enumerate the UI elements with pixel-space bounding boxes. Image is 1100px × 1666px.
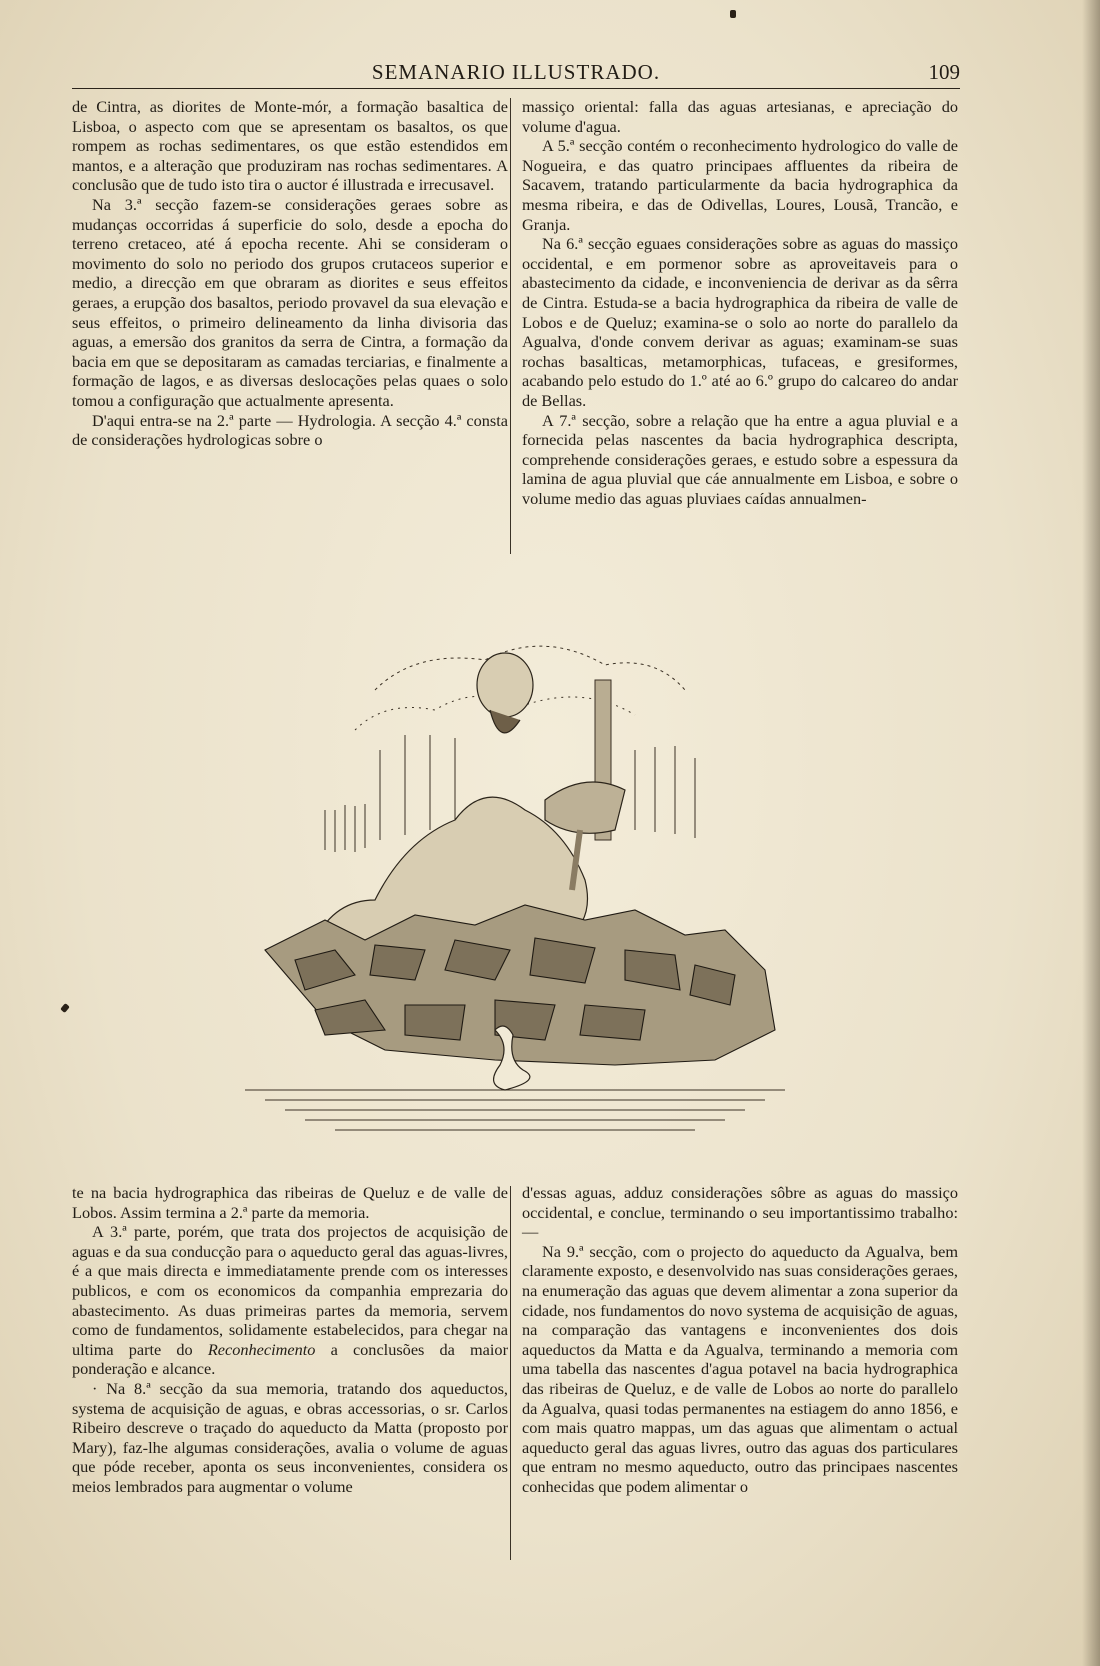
page-number: 109 (928, 60, 960, 84)
paragraph: de Cintra, as diorites de Monte-mór, a formação basaltica de Lisboa, o aspecto com que se apresentam os basaltos, os que rompem as rochas sedimentares, os que estão estendidos em mantos, e a alteração que produziram nas rochas sedimentares. A conclusão que de tudo isto tira o auctor é illustrada e irrecusavel. (72, 97, 508, 195)
column-divider (510, 1186, 511, 1560)
river-god-fountain-engraving-icon (205, 620, 815, 1150)
paragraph: massiço oriental: falla das aguas artesianas, e apreciação do volume d'agua. (522, 97, 958, 136)
paragraph: · Na 8.ª secção da sua memoria, tratando dos aqueductos, systema de acquisição de aguas, e obras accessorias, o sr. Carlos Ribeiro descreve o traçado do aqueducto da Matta (proposto por Mary), faz-lhe algumas considerações, avalia o volume de aguas que póde receber, aponta os seus inconvenientes, considera os meios lembrados para augmentar o volume (72, 1378, 508, 1496)
paragraph: te na bacia hydrographica das ribeiras de Queluz e de valle de Lobos. Assim termina a 2.ª parte da memoria. (72, 1183, 508, 1222)
page-header (72, 56, 960, 89)
paragraph: A 7.ª secção, sobre a relação que ha entre a agua pluvial e a fornecida pelas nascentes da bacia hydrographica descripta, comprehende considerações geraes, e estudo sobre a espessura da lamina de agua pluvial que cáe annualmente em Lisboa, e sobre o volume medio das aguas pluviaes caídas annualmen- (522, 410, 958, 508)
column-top-right (522, 97, 958, 508)
paragraph-text: A 3.ª parte, porém, que trata dos projectos de acquisição de aguas e da sua conducção para o aqueducto geral das aguas-livres, é a que mais directa e immediatamente prende com os interesses publicos, e com os economicos da companhia emprezaria do abastecimento. As duas primeiras partes da memoria, servem como de fundamentos, solidamente estabelecidos, para chegar na ultima parte do (72, 1222, 508, 1359)
column-divider (510, 98, 511, 554)
paragraph: A 5.ª secção contém o reconhecimento hydrologico do valle de Nogueira, e das quatro principaes affluentes da ribeira de Sacavem, tratando particularmente da bacia hydrographica da mesma ribeira, e das de Odivellas, Loures, Lousã, Trancão, e Granja. (522, 136, 958, 234)
ink-speck (730, 10, 736, 18)
emphasized-word: Reconhecimento (207, 1339, 316, 1359)
paragraph (72, 1222, 508, 1379)
paragraph: D'aqui entra-se na 2.ª parte — Hydrologia. A secção 4.ª consta de considerações hydrologicas sobre o (72, 410, 508, 450)
publication-title: SEMANARIO ILLUSTRADO. (371, 60, 661, 84)
paragraph-text: a conclusões da maior ponderação e alcance. (72, 1339, 508, 1379)
paragraph: Na 6.ª secção eguaes considerações sobre as aguas do massiço occidental, e em pormenor sobre as aproveitaveis para o abastecimento da cidade, e inconveniencia de derivar as da sêrra de Cintra. Estuda-se a bacia hydrographica da ribeira de valle de Lobos e de Queluz; examina-se o solo ao norte do parallelo da Agualva, d'onde convem derivar as aguas; examinam-se suas rochas basalticas, metamorphicas, tufaceas, e gresiformes, acabando pelo estudo do 1.º até ao 6.º grupo do calcareo do andar de Bellas. (522, 234, 958, 410)
paragraph: Na 9.ª secção, com o projecto do aqueducto da Agualva, bem claramente exposto, e desenvolvido nas suas considerações geraes, na enumeração das aguas que devem alimentar a zona superior da cidade, nos fundamentos do novo systema de acquisição de aguas, na comparação das vantagens e inconvenientes dos dois aqueductos da Matta e da Agualva, terminando a memoria com uma tabella das nascentes d'agua potavel na bacia hydrographica das ribeiras de Queluz, e de valle de Lobos ao norte do parallelo da Agualva, quasi todas permanentes na estiagem do anno 1856, e com mais quatro mappas, um das aguas que alimentam o actual aqueducto geral das aguas livres, outro das aguas dos particulares que entram no mesmo aqueducto, outro das principaes nascentes conhecidas que podem alimentar o (522, 1241, 958, 1496)
column-bottom-left (72, 1183, 508, 1497)
page-edge-shadow (1082, 0, 1100, 1666)
column-top-left (72, 97, 508, 450)
paragraph: d'essas aguas, adduz considerações sôbre as aguas do massiço occidental, e conclue, terminando o seu importantissimo trabalho: — (522, 1183, 958, 1242)
paragraph: Na 3.ª secção fazem-se considerações geraes sobre as mudanças occorridas á superficie do solo, desde a epocha do terreno cretaceo, até á epocha recente. Ahi se consideram o movimento do solo no periodo dos grupos crutaceos superior e medio, a direcção em que obraram as diorites e seus effeitos geraes, a erupção dos basaltos, periodo provavel da sua elevação e seus effeitos, o primeiro delineamento da linha divisoria das aguas, a emersão dos granitos da serra de Cintra, a formação da bacia em que se depositaram as camadas terciarias, e finalmente a formação de lagos, e as diversas deslocações pelas quaes o solo tomou a configuração que actualmente apresenta. (72, 194, 508, 410)
column-bottom-right (522, 1183, 958, 1497)
